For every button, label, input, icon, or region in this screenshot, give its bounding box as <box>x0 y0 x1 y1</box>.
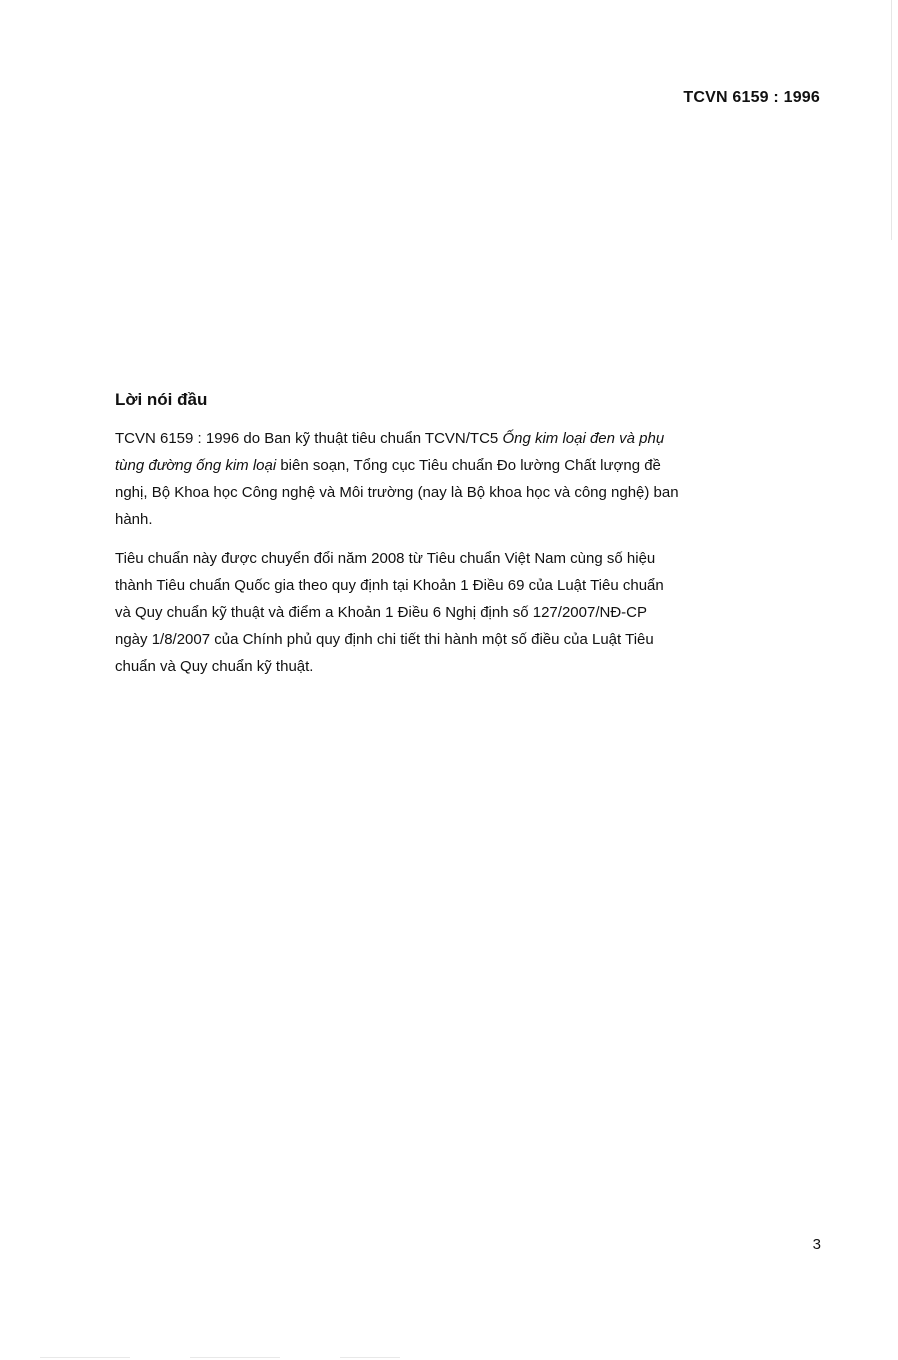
foreword-paragraph-2: Tiêu chuẩn này được chuyển đổi năm 2008 từ Tiêu chuẩn Việt Nam cùng số hiệu thành Tiêu chuẩn Quốc gia theo quy định tại Khoản 1 Điều 69 của Luật Tiêu chuẩn và Quy chuẩn kỹ thuật và điểm a Khoản 1 Điều 6 Nghị định số 127/2007/NĐ-CP ngày 1/8/2007 của Chính phủ quy định chi tiết thi hành một số điều của Luật Tiêu chuẩn và Quy chuẩn kỹ thuật. <box>115 550 664 675</box>
paragraph-1-italic-title: Ống kim loại đen và phụ tùng đường ống kim loại <box>115 430 665 474</box>
section-title: Lời nói đầu <box>115 390 208 409</box>
paragraph-1-part-1: TCVN 6159 : 1996 do Ban kỹ thuật tiêu chuẩn TCVN/TC5 <box>115 430 503 447</box>
paragraph-1-part-2: biên soạn, Tổng cục Tiêu chuẩn Đo lường Chất lượng đề nghị, Bộ Khoa học Công nghệ và Môi trường (nay là Bộ khoa học và công nghệ) ban hành. <box>115 457 679 528</box>
standard-code-header: TCVN 6159 : 1996 <box>683 89 820 106</box>
foreword-paragraph-1 <box>115 425 680 533</box>
scan-bottom-marks <box>40 1357 400 1358</box>
page-number: 3 <box>812 1236 821 1253</box>
scan-edge-line <box>891 0 892 240</box>
foreword-body <box>115 425 680 692</box>
